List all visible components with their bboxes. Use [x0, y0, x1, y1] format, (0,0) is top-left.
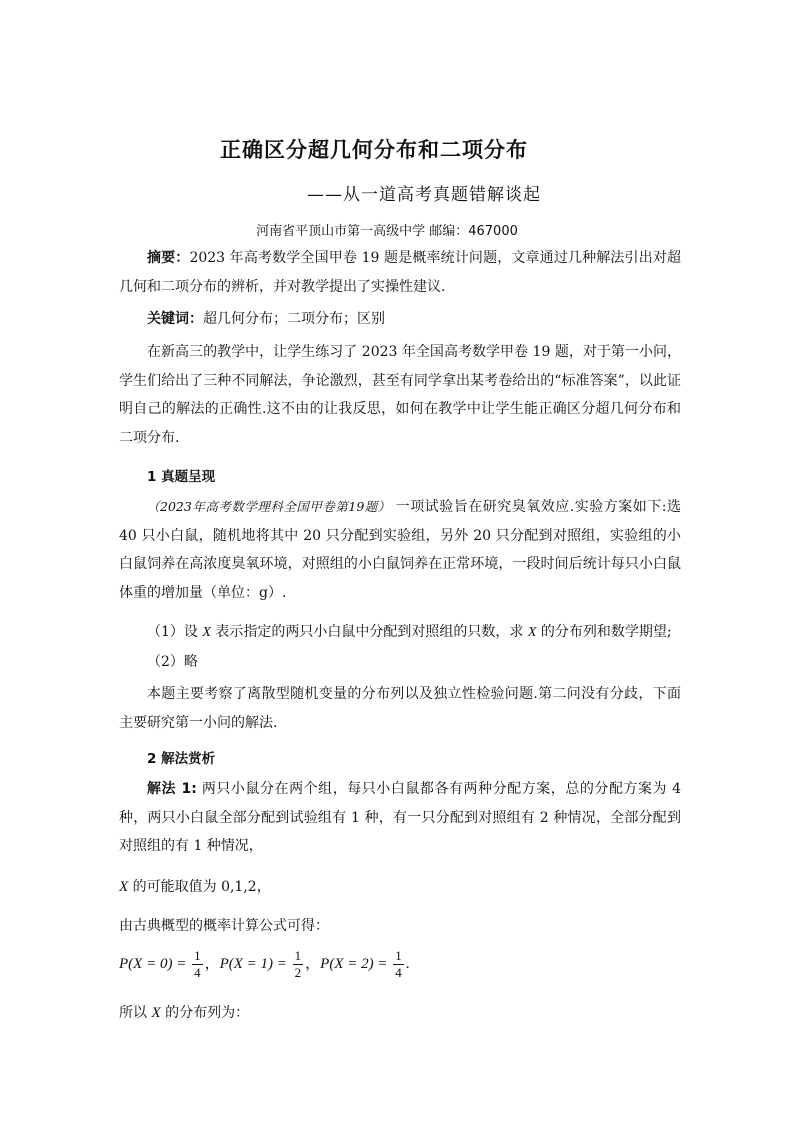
sep1: ， — [204, 955, 220, 972]
method1-label: 解法 1: — [147, 781, 197, 797]
author-line: 河南省平顶山市第一高级中学 邮编：467000 — [256, 224, 518, 239]
q1-post: 的分布列和数学期望; — [536, 624, 672, 640]
dist-var: X — [151, 1005, 161, 1021]
classical-line: 由古典概型的概率计算公式可得： — [119, 918, 329, 934]
p1-fraction — [293, 948, 304, 981]
values-line — [119, 876, 271, 896]
abstract-paragraph — [119, 244, 681, 301]
probability-formula — [119, 948, 409, 981]
p1-den: 2 — [294, 965, 302, 980]
keywords-label: 关键词： — [147, 311, 203, 327]
method1-text: 两只小鼠分在两个组，每只小白鼠都各有两种分配方案，总的分配方案为 4 种，两只小白鼠全部分配到试验组有 1 种，有一只分配到对照组有 2 种情况，全部分配到对照组的有 1 种情况， — [119, 781, 681, 854]
abstract-label: 摘要： — [147, 250, 190, 266]
p2-num: 1 — [395, 948, 402, 963]
q1-var2: X — [527, 625, 537, 640]
formula-end: . — [405, 955, 410, 972]
distribution-line — [119, 1002, 249, 1022]
q1-mid: 表示指定的两只小白鼠中分配到对照组的只数，求 — [210, 624, 528, 640]
q1-pre: （1）设 — [147, 624, 203, 640]
p0-fraction — [192, 948, 203, 981]
abstract-text: 2023 年高考数学全国甲卷 19 题是概率统计问题，文章通过几种解法引出对超几何和二项分布的辨析，并对教学提出了实操性建议. — [119, 250, 682, 295]
section2-heading: 2 解法赏析 — [147, 751, 216, 767]
p0-lhs: P(X = 0) = — [119, 955, 187, 972]
dist-post: 的分布列为： — [160, 1005, 250, 1021]
q1-var: X — [202, 625, 211, 640]
values-var: X — [119, 879, 129, 895]
p2-fraction — [393, 948, 404, 981]
keywords-paragraph — [119, 305, 681, 334]
problem-paragraph — [119, 493, 681, 607]
p2-lhs: P(X = 2) = — [320, 955, 388, 972]
problem-source: （2023年高考数学理科全国甲卷第19题） — [147, 499, 391, 514]
question-2: （2）略 — [147, 654, 198, 670]
keywords-text: 超几何分布；二项分布；区别 — [203, 311, 385, 327]
p0-num: 1 — [194, 948, 201, 963]
analysis-note: 本题主要考察了离散型随机变量的分布列以及独立性检验问题.第二问没有分歧，下面主要研究第一小问的解法. — [119, 686, 681, 731]
intro-paragraph: 在新高三的教学中，让学生练习了 2023 年全国高考数学甲卷 19 题，对于第一小问，学生们给出了三种不同解法，争论激烈，甚至有同学拿出某考卷给出的“标准答案”，以此证明自己的解法的正确性.这不由的让我反思，如何在教学中让学生能正确区分超几何分布和二项分布. — [119, 344, 681, 446]
question-1 — [119, 618, 681, 648]
page-subtitle: ——从一道高考真题错解谈起 — [307, 185, 541, 205]
problem-text: 一项试验旨在研究臭氧效应.实验方案如下:选 40 只小白鼠，随机地将其中 20 只分配到实验组，另外 20 只分配到对照组，实验组的小白鼠饲养在高浓度臭氧环境，对照组的小白鼠饲养在正常环境，一段时间后统计每只小白鼠体重的增加量（单位：g）. — [119, 499, 681, 601]
p0-den: 4 — [194, 965, 201, 980]
dist-pre: 所以 — [119, 1005, 152, 1021]
p1-num: 1 — [294, 948, 302, 963]
values-text: 的可能取值为 0,1,2， — [128, 879, 271, 895]
p1-lhs: P(X = 1) = — [219, 955, 287, 972]
sep2: ， — [305, 955, 321, 972]
method1-paragraph — [119, 775, 681, 861]
p2-den: 4 — [395, 965, 402, 980]
page-title: 正确区分超几何分布和二项分布 — [220, 138, 528, 162]
section1-heading: 1 真题呈现 — [147, 469, 216, 485]
